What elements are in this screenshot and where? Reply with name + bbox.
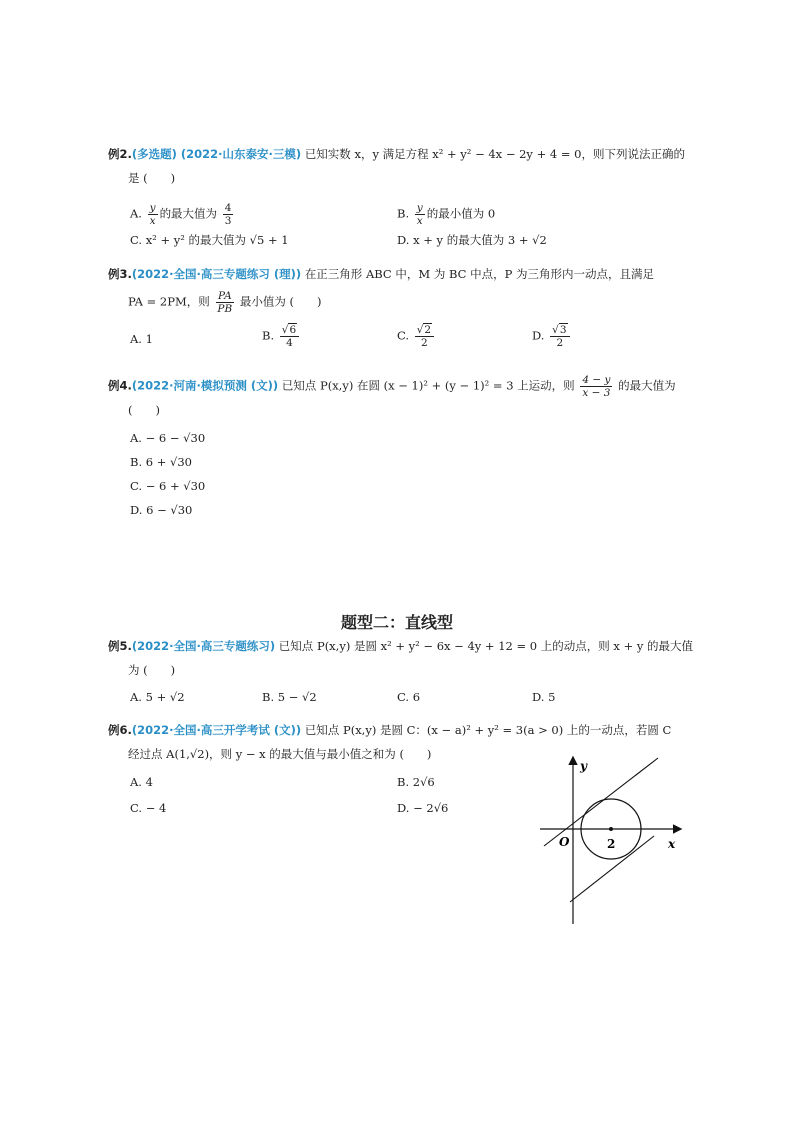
y-axis-label: y	[580, 759, 587, 773]
ex3-option-d-prefix: D.	[532, 328, 545, 343]
ex3-label: 例3.	[108, 267, 132, 281]
ex4-option-c: C. − 6 + √30	[130, 479, 206, 493]
ex2-option-b-text: 的最小值为 0	[426, 206, 496, 221]
ex3-option-b-value: $\frac{√6}{4}$	[280, 324, 299, 349]
section-title: 题型二：直线型	[340, 613, 453, 632]
ex4-question-post: 的最大值为	[618, 378, 676, 393]
origin-label: O	[559, 835, 570, 849]
ex2-option-a	[130, 202, 235, 227]
ex2-option-b-prefix: B.	[397, 206, 410, 221]
ex3-option-d-value: $\frac{√3}{2}$	[550, 324, 569, 349]
ex3-option-d	[532, 324, 572, 349]
ex5-option-b: B. 5 − √2	[262, 690, 317, 704]
ex5-question: 已知点 P(x,y) 是圆 x² + y² − 6x − 4y + 12 = 0 上的动点，则 x + y 的最大值	[278, 639, 694, 653]
ex5-option-d: D. 5	[532, 690, 556, 704]
ex3-question: 在正三角形 ABC 中，M 为 BC 中点，P 为三角形内一动点，且满足	[304, 267, 654, 281]
ex3-source: (2022·全国·高三专题练习 (理))	[131, 267, 302, 281]
x-axis-label: x	[668, 837, 676, 851]
ex4-fraction: $\frac{4 - y}{x - 3}$	[582, 374, 611, 399]
ex2-source: (多选题) (2022·山东泰安·三模)	[131, 147, 302, 161]
ex2-line1	[108, 146, 685, 162]
ex3-option-c	[397, 324, 436, 349]
ex5-option-a: A. 5 + √2	[130, 690, 185, 704]
ex4-line1	[108, 374, 676, 399]
ex6-option-c: C. − 4	[130, 801, 167, 815]
ex2-line2: 是 ( )	[128, 171, 176, 185]
ex5-line2: 为 ( )	[128, 663, 176, 677]
ex5-option-c: C. 6	[397, 690, 421, 704]
center-point	[609, 827, 613, 831]
ex4-option-d: D. 6 − √30	[130, 503, 193, 517]
ex3-line2-pre: PA = 2PM，则	[128, 294, 210, 309]
ex6-line2: 经过点 A(1,√2)，则 y − x 的最大值与最小值之和为 ( )	[128, 747, 432, 761]
center-label: 2	[607, 837, 616, 851]
ex6-figure	[530, 752, 700, 932]
ex3-option-b-prefix: B.	[262, 328, 275, 343]
ex4-source: (2022·河南·模拟预测 (文))	[131, 378, 279, 393]
ex3-option-a: A. 1	[130, 332, 153, 346]
ex4-option-b: B. 6 + √30	[130, 455, 192, 469]
ex6-line1	[108, 722, 671, 738]
ex5-label: 例5.	[108, 639, 132, 653]
ex3-line1	[108, 266, 654, 282]
ex3-fraction: $\frac{PA}{PB}$	[217, 290, 233, 315]
ex3-option-c-value: $\frac{√2}{2}$	[415, 324, 434, 349]
ex2-option-d: D. x + y 的最大值为 3 + √2	[397, 233, 547, 247]
ex2-option-a-text: 的最大值为	[159, 206, 218, 221]
ex5-source: (2022·全国·高三专题练习)	[131, 639, 276, 653]
ex2-option-b	[397, 202, 495, 227]
ex3-option-b	[262, 324, 301, 349]
ex2-option-a-value: $\frac{4}{3}$	[224, 202, 232, 227]
ex2-option-c: C. x² + y² 的最大值为 √5 + 1	[130, 233, 289, 247]
ex3-line2-post: 最小值为 ( )	[239, 294, 322, 309]
ex2-question: 已知实数 x，y 满足方程 x² + y² − 4x − 2y + 4 = 0，则下列说法正确的	[304, 147, 685, 161]
ex6-option-a: A. 4	[130, 775, 153, 789]
ex4-label: 例4.	[108, 378, 132, 393]
ex2-option-a-prefix: A.	[130, 206, 142, 221]
ex4-line2: ( )	[128, 403, 160, 417]
ex6-source: (2022·全国·高三开学考试 (文))	[131, 723, 302, 737]
ex3-line2	[128, 290, 322, 315]
ex6-option-b: B. 2√6	[397, 775, 435, 789]
ex3-option-c-prefix: C.	[397, 328, 410, 343]
ex6-question: 已知点 P(x,y) 是圆 C：(x − a)² + y² = 3(a > 0) 上的一动点，若圆 C	[304, 723, 672, 737]
ex2-option-b-frac: $\frac{y}{x}$	[416, 202, 423, 227]
ex2-label: 例2.	[108, 147, 132, 161]
ex6-label: 例6.	[108, 723, 132, 737]
ex6-option-d: D. − 2√6	[397, 801, 449, 815]
ex4-question: 已知点 P(x,y) 在圆 (x − 1)² + (y − 1)² = 3 上运动，则	[281, 378, 575, 393]
ex4-option-a: A. − 6 − √30	[130, 431, 206, 445]
ex2-option-a-frac: $\frac{y}{x}$	[149, 202, 156, 227]
ex5-line1	[108, 638, 693, 654]
